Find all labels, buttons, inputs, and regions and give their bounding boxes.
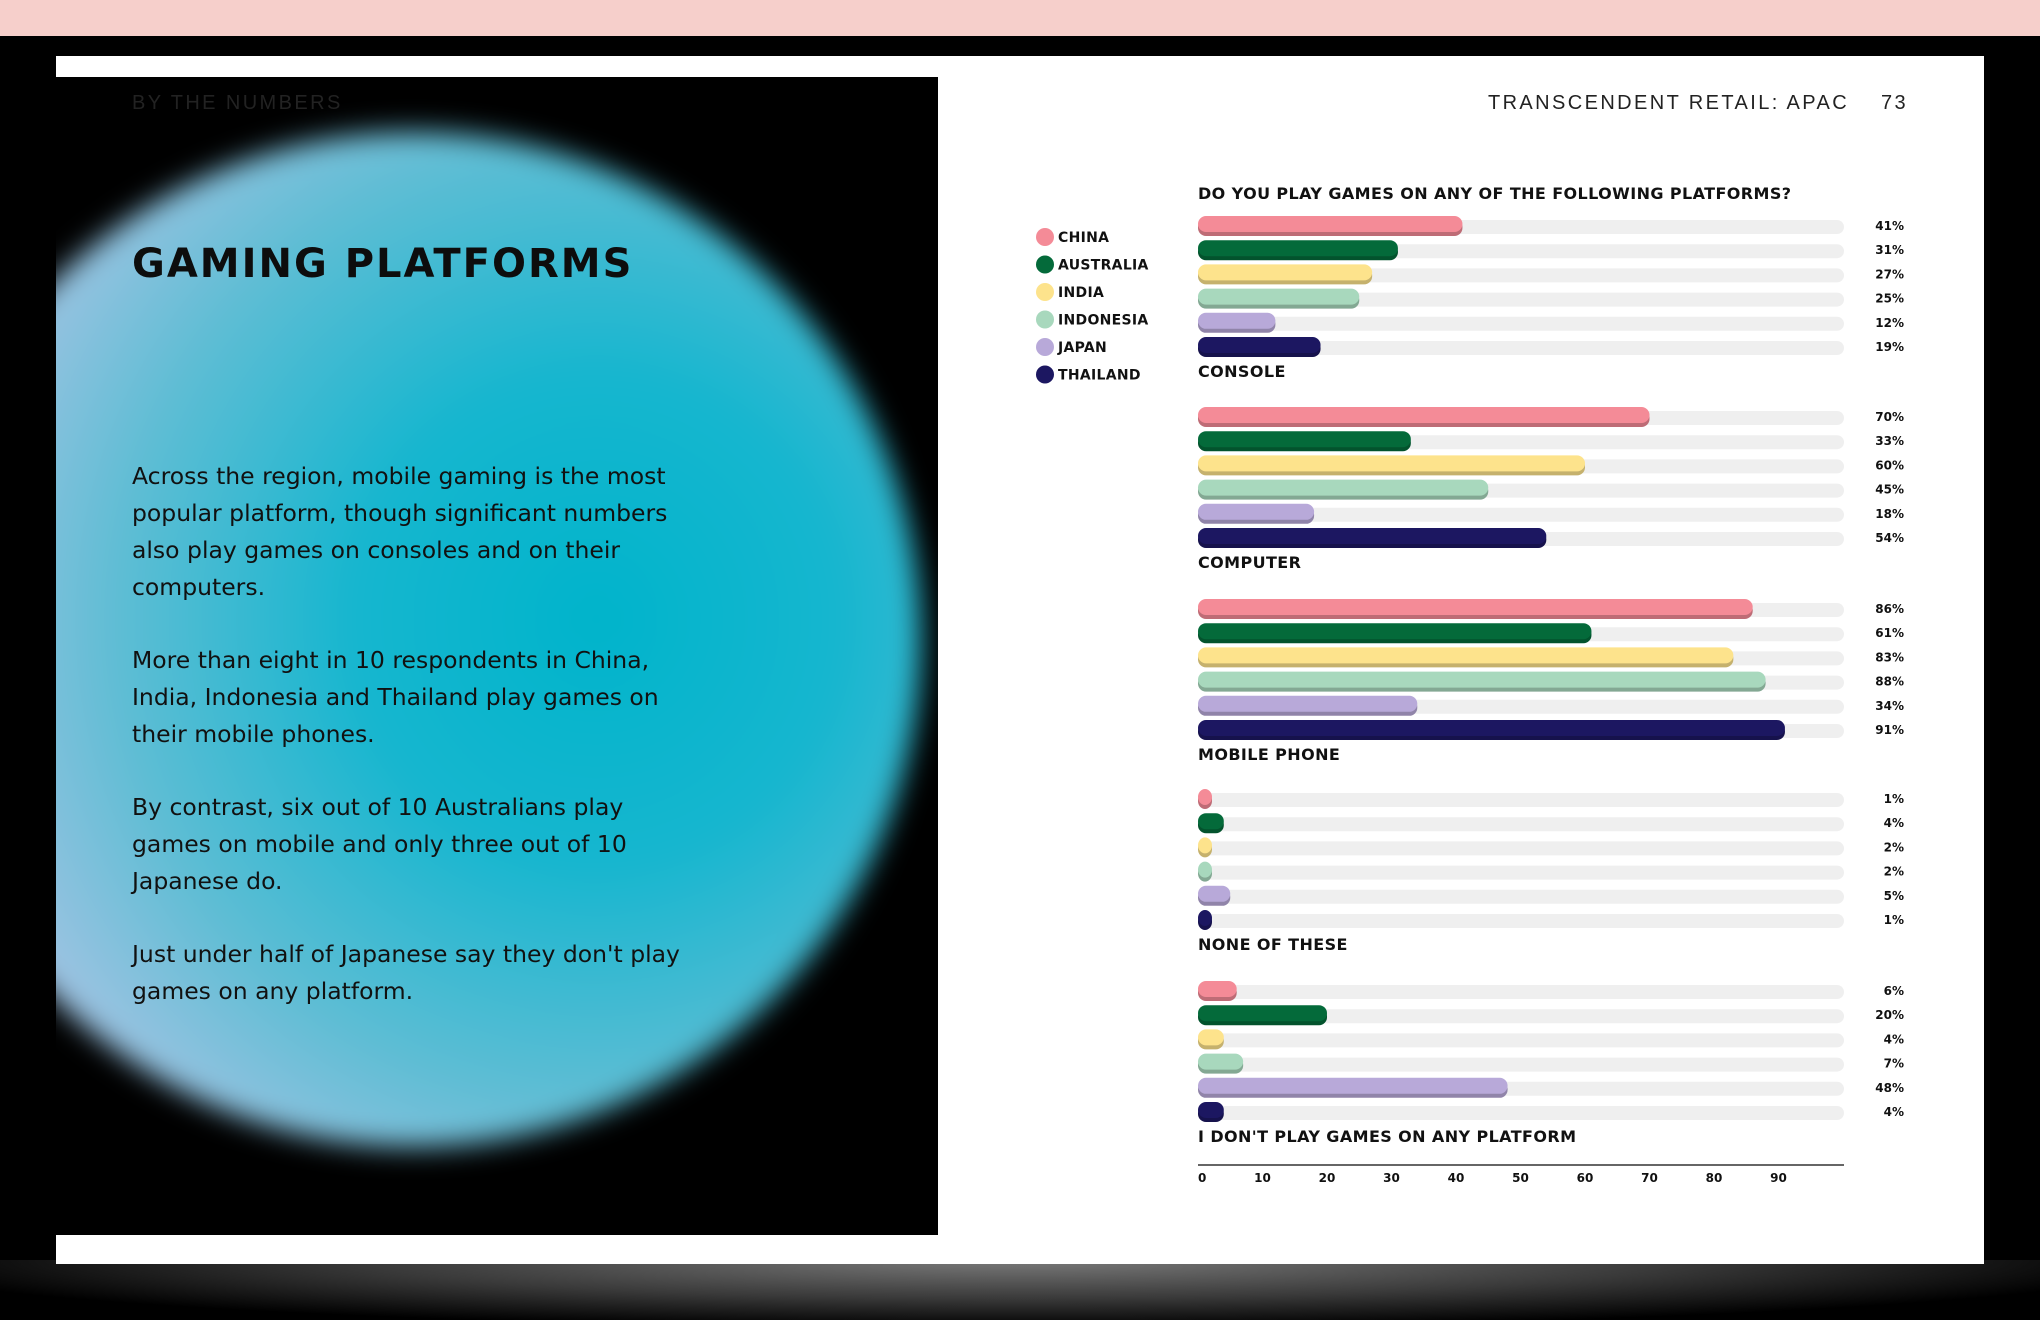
bar — [1198, 837, 1212, 853]
legend-label: CHINA — [1058, 230, 1110, 246]
bar — [1198, 696, 1417, 712]
bar — [1198, 910, 1212, 926]
bar — [1198, 981, 1237, 997]
x-tick-label: 40 — [1447, 1171, 1465, 1185]
x-tick-label: 60 — [1576, 1171, 1594, 1185]
bar-value-label: 19% — [1875, 340, 1904, 354]
category-label: CONSOLE — [1198, 362, 1286, 382]
bar-value-label: 5% — [1883, 888, 1904, 903]
publication-name: TRANSCENDENT RETAIL: APAC — [1487, 92, 1850, 114]
category-label: MOBILE PHONE — [1198, 745, 1341, 765]
bar-value-label: 6% — [1883, 984, 1904, 998]
bar-value-label: 34% — [1875, 698, 1904, 713]
body-paragraph: By contrast, six out of 10 Australians play games on mobile and only three out of 10 Japanese do. — [132, 793, 627, 895]
bar-track — [1198, 914, 1844, 928]
bar — [1198, 623, 1591, 639]
bar-value-label: 45% — [1875, 482, 1904, 497]
bar — [1198, 599, 1753, 615]
legend-label: THAILAND — [1058, 367, 1141, 384]
bar-track — [1198, 317, 1844, 331]
bar — [1198, 240, 1398, 256]
bar-track — [1198, 1058, 1844, 1072]
legend-swatch — [1036, 338, 1054, 356]
bar-value-label: 25% — [1875, 291, 1904, 306]
legend-swatch — [1036, 311, 1054, 329]
bar-value-label: 18% — [1875, 506, 1904, 521]
legend-label: INDIA — [1058, 285, 1105, 301]
bar-value-label: 4% — [1883, 1105, 1904, 1119]
page-title: GAMING PLATFORMS — [132, 241, 634, 287]
bar — [1198, 528, 1546, 544]
x-tick-label: 90 — [1770, 1171, 1787, 1185]
bar-track — [1198, 817, 1844, 831]
bar-value-label: 1% — [1883, 792, 1904, 806]
bar — [1198, 886, 1230, 902]
bar-value-label: 33% — [1875, 434, 1904, 449]
bar — [1198, 289, 1359, 305]
bar — [1198, 1005, 1327, 1021]
bar — [1198, 216, 1462, 232]
bar-track — [1198, 793, 1844, 807]
bar-value-label: 70% — [1875, 410, 1904, 424]
legend-swatch — [1036, 283, 1054, 301]
bar-value-label: 1% — [1883, 913, 1904, 927]
category-label: I DON'T PLAY GAMES ON ANY PLATFORM — [1198, 1127, 1577, 1147]
bar — [1198, 813, 1224, 829]
bar-value-label: 91% — [1875, 723, 1904, 737]
body-paragraph: More than eight in 10 respondents in China, India, Indonesia and Thailand play games on their mobile phones. — [132, 646, 659, 748]
bar — [1198, 1054, 1243, 1070]
page-number: 73 — [1880, 92, 1908, 114]
bar-value-label: 27% — [1875, 267, 1904, 282]
bar — [1198, 1102, 1224, 1118]
bar — [1198, 1078, 1508, 1094]
section-running-head: BY THE NUMBERS — [132, 92, 343, 114]
bar — [1198, 480, 1488, 496]
chart-title: DO YOU PLAY GAMES ON ANY OF THE FOLLOWING PLATFORMS? — [1198, 184, 1792, 203]
x-tick-label: 50 — [1512, 1171, 1529, 1185]
bar-value-label: 83% — [1875, 650, 1904, 665]
legend-swatch — [1036, 256, 1054, 274]
bottom-shadow — [0, 1260, 2040, 1320]
x-tick-label: 20 — [1318, 1171, 1336, 1185]
bar — [1198, 264, 1372, 280]
x-tick-label: 0 — [1198, 1171, 1207, 1185]
bar — [1198, 862, 1212, 878]
bar-value-label: 31% — [1875, 243, 1904, 258]
bar-track — [1198, 890, 1844, 904]
bar-value-label: 88% — [1875, 674, 1904, 689]
legend-label: INDONESIA — [1058, 312, 1149, 329]
bar — [1198, 407, 1650, 423]
bar — [1198, 789, 1212, 805]
legend-label: AUSTRALIA — [1058, 257, 1149, 274]
x-tick-label: 70 — [1641, 1171, 1658, 1185]
bar-value-label: 60% — [1875, 458, 1904, 473]
bar-value-label: 4% — [1883, 816, 1904, 831]
x-tick-label: 30 — [1383, 1171, 1400, 1185]
x-tick-label: 80 — [1705, 1171, 1723, 1185]
bar-value-label: 7% — [1883, 1056, 1904, 1071]
bar-value-label: 86% — [1875, 602, 1904, 616]
bar-value-label: 20% — [1875, 1008, 1904, 1023]
legend-label: JAPAN — [1058, 340, 1108, 356]
bar-track — [1198, 866, 1844, 880]
bar — [1198, 455, 1585, 471]
body-paragraph: Across the region, mobile gaming is the most popular platform, though significant numbers also play games on consoles and on their computers. — [132, 462, 668, 601]
bar-value-label: 48% — [1875, 1080, 1904, 1095]
bar-value-label: 2% — [1883, 864, 1904, 879]
bar — [1198, 337, 1321, 353]
bar — [1198, 647, 1733, 663]
bar-track — [1198, 841, 1844, 855]
body-paragraph: Just under half of Japanese say they don't play games on any platform. — [132, 940, 680, 1005]
bar-value-label: 54% — [1875, 531, 1904, 545]
bar-value-label: 2% — [1883, 840, 1904, 855]
bar — [1198, 720, 1785, 736]
bar-track — [1198, 1106, 1844, 1120]
bar — [1198, 313, 1275, 329]
legend-swatch — [1036, 366, 1054, 384]
category-label: NONE OF THESE — [1198, 935, 1348, 955]
top-strip — [0, 0, 2040, 36]
bar — [1198, 672, 1766, 688]
bar-value-label: 12% — [1875, 315, 1904, 330]
category-label: COMPUTER — [1198, 553, 1302, 573]
platform-bar-chart — [56, 56, 1984, 1264]
legend-swatch — [1036, 228, 1054, 246]
bar-value-label: 4% — [1883, 1032, 1904, 1047]
bar-track — [1198, 1033, 1844, 1047]
bar-value-label: 61% — [1875, 626, 1904, 641]
bar — [1198, 504, 1314, 520]
page-spread — [56, 56, 1984, 1264]
bar — [1198, 1029, 1224, 1045]
bar-value-label: 41% — [1875, 219, 1904, 233]
bar — [1198, 431, 1411, 447]
bar-track — [1198, 985, 1844, 999]
x-tick-label: 10 — [1254, 1171, 1271, 1185]
